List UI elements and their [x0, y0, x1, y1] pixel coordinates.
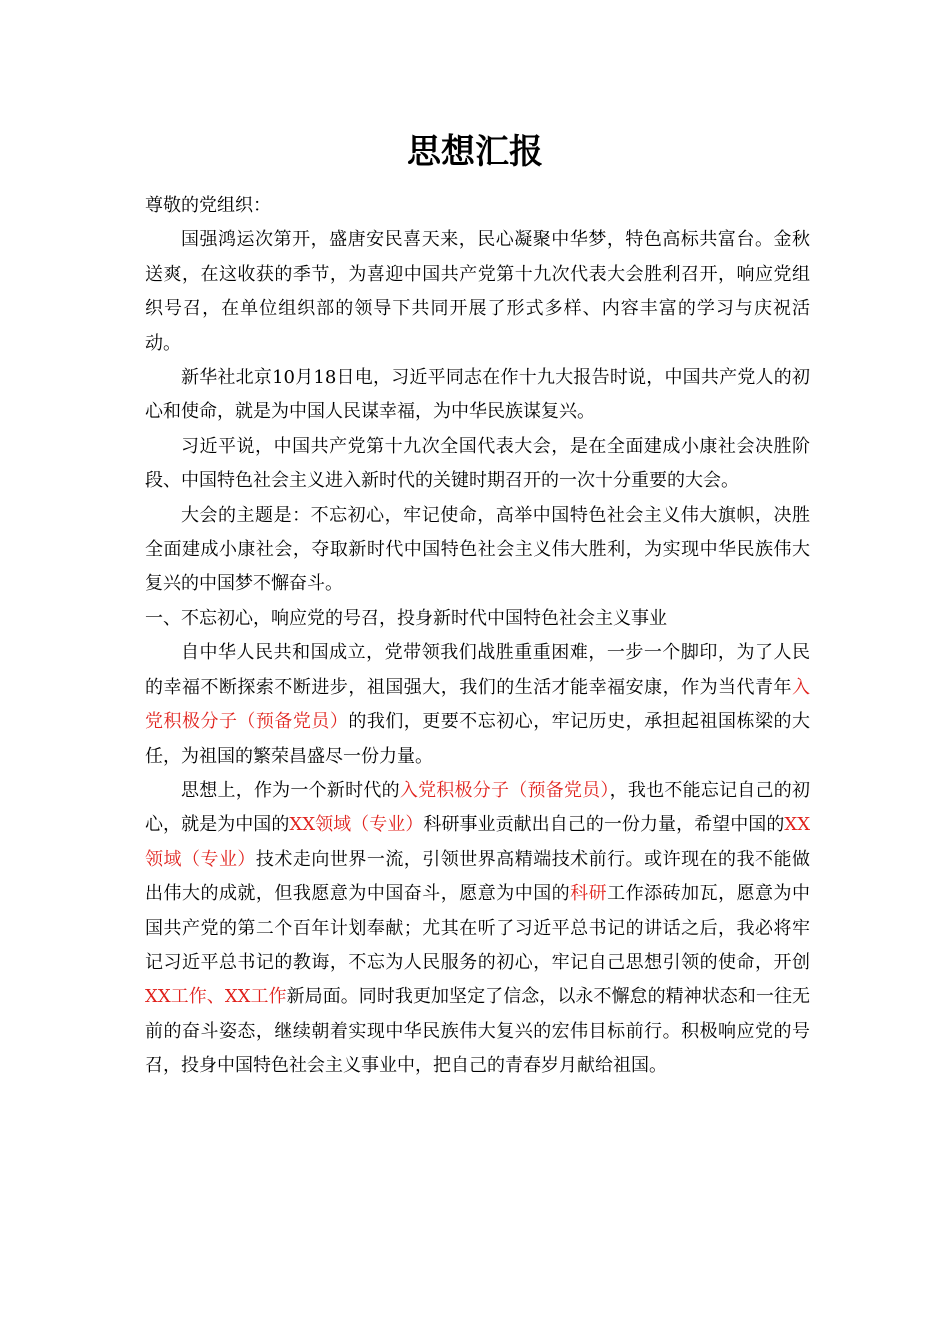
text-run: 思想上，作为一个新时代的 — [181, 779, 400, 801]
placeholder-text: 科研 — [570, 883, 608, 905]
text-run: 技术走向世界一流，引领世界高精端技术前行。或许现在的我不能做出伟大的成就，但我愿意为中国奋斗，愿意为中国的 — [145, 848, 811, 905]
paragraph-youth-responsibility — [145, 636, 810, 774]
text-run: ，我也不能忘记自己的初心，就是为中国的 — [145, 779, 811, 836]
text-run: 的我们，更要不忘初心，牢记历史，承担起祖国栋梁的大任，为祖国的繁荣昌盛尽一份力量。 — [145, 711, 810, 767]
placeholder-text: 入党积极分子（预备党员） — [399, 779, 610, 801]
paragraph-congress-theme: 大会的主题是：不忘初心，牢记使命，高举中国特色社会主义伟大旗帜，决胜全面建成小康社会，夺取新时代中国特色社会主义伟大胜利，为实现中华民族伟大复兴的中国梦不懈奋斗。 — [145, 504, 810, 595]
section-heading: 一、不忘初心，响应党的号召，投身新时代中国特色社会主义事业 — [145, 607, 667, 629]
page-title: 思想汇报 — [407, 132, 543, 172]
text-run: 科研事业贡献出自己的一份力量，希望中国的 — [423, 814, 785, 836]
salutation: 尊敬的党组织： — [145, 195, 271, 216]
placeholder-text: XX工作、XX工作 — [145, 986, 287, 1008]
paragraph-xinhua-report: 新华社北京10月18日电，习近平同志在作十九大报告时说，中国共产党人的初心和使命，就是为中国人民谋幸福，为中华民族谋复兴。 — [145, 367, 810, 423]
paragraph-congress-significance: 习近平说，中国共产党第十九次全国代表大会，是在全面建成小康社会决胜阶段、中国特色社会主义进入新时代的关键时期召开的一次十分重要的大会。 — [145, 435, 810, 492]
paragraph-opening: 国强鸿运次第开，盛唐安民喜天来，民心凝聚中华梦，特色高标共富台。金秋送爽，在这收获的季节，为喜迎中国共产党第十九次代表大会胜利召开，响应党组织号召，在单位组织部的领导下共同开展了形式多样、内容丰富的学习与庆祝活动。 — [145, 229, 810, 354]
placeholder-text: 入党积极分子（预备党员） — [145, 676, 810, 733]
paragraph-personal-commitment — [145, 774, 810, 1084]
text-run: 新局面。同时我更加坚定了信念，以永不懈怠的精神状态和一往无前的奋斗姿态，继续朝着实现中华民族伟大复兴的宏伟目标前行。积极响应党的号召，投身中国特色社会主义事业中，把自己的青春岁月献给祖国。 — [145, 986, 810, 1077]
placeholder-text: XX领域（专业） — [145, 814, 811, 870]
text-run: 工作添砖加瓦，愿意为中国共产党的第二个百年计划奉献；尤其在听了习近平总书记的讲话之后，我必将牢记习近平总书记的教诲，不忘为人民服务的初心，牢记自己思想引领的使命，开创 — [145, 883, 811, 973]
placeholder-text: XX领域（专业） — [289, 814, 424, 836]
text-run: 自中华人民共和国成立，党带领我们战胜重重困难，一步一个脚印，为了人民的幸福不断探索不断进步，祖国强大，我们的生活才能幸福安康，作为当代青年 — [145, 642, 810, 698]
document-body — [145, 189, 810, 1084]
